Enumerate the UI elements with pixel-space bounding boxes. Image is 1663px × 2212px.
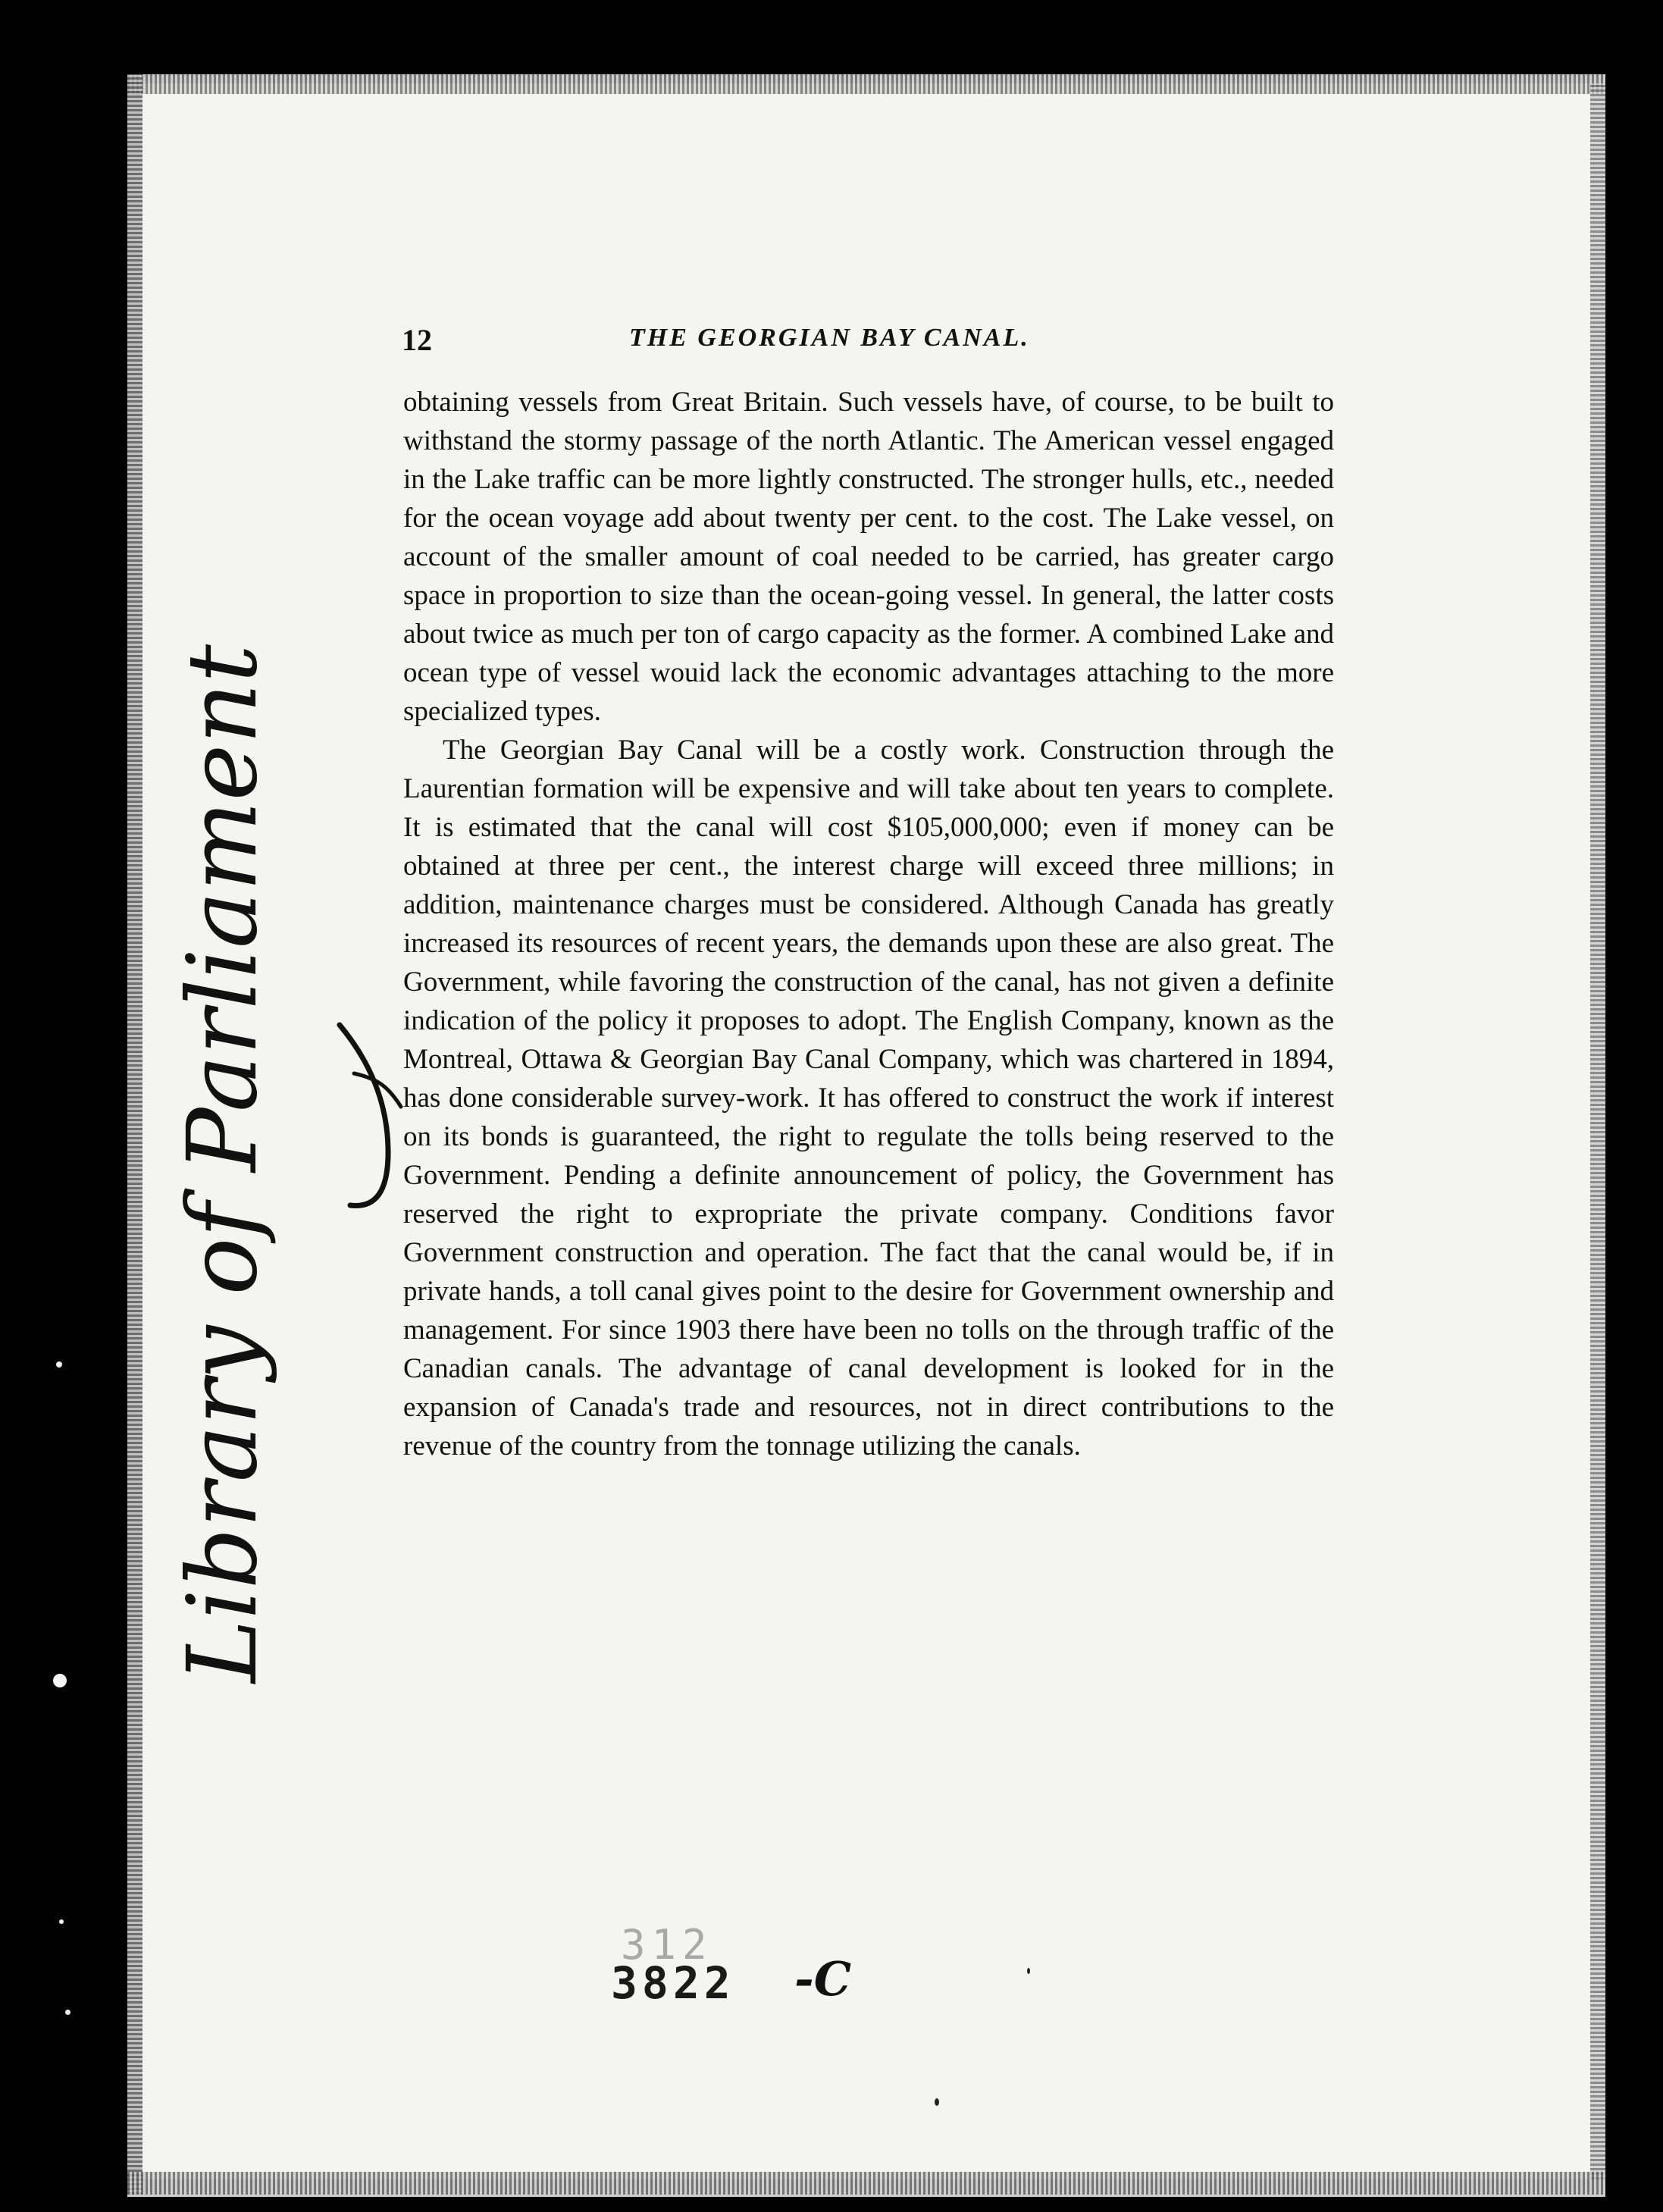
page-header: [402, 322, 1334, 360]
scan-speck: [59, 1919, 64, 1924]
scan-speck: [56, 1361, 62, 1368]
catalog-suffix: -C: [794, 1951, 852, 2007]
dark-speck: [1027, 1968, 1030, 1974]
binding-edge-top: [127, 74, 1605, 94]
body-text: [403, 383, 1334, 1465]
binding-edge-bottom: [127, 2172, 1605, 2195]
catalog-number: 3822: [611, 1957, 735, 2009]
dark-speck: [935, 2098, 939, 2106]
scan-speck: [65, 2010, 70, 2015]
binding-edge-left: [127, 74, 142, 2195]
page-number: 12: [402, 323, 432, 357]
margin-signature-text: Library of Parliament: [167, 644, 278, 1683]
margin-handwritten-mark: [318, 993, 470, 1220]
bottom-stamp: [611, 1921, 891, 2047]
paragraph-2: The Georgian Bay Canal will be a costly work. Construction through the Laurentian formation will be expensive and will take about ten years to complete. It is estimated that the canal will cost $105,000,000; even if money can be obtained at three per cent., the interest charge will exceed three millions; in addition, maintenance charges must be considered. Although Canada has greatly increased its resources of recent years, the demands upon these are also great. The Government, while favoring the construction of the canal, has not given a definite indication of the policy it proposes to adopt. The English Company, known as the Montreal, Ottawa & Georgian Bay Canal Company, which was chartered in 1894, has done considerable survey-work. It has offered to construct the work if interest on its bonds is guaranteed, the right to regulate the tolls being reserved to the Government. Pending a definite announcement of policy, the Government has reserved the right to expropriate the private company. Conditions favor Government construction and operation. The fact that the canal would be, if in private hands, a toll canal gives point to the desire for Government ownership and management. For since 1903 there have been no tolls on the through traffic of the Canadian canals. The advantage of canal development is looked for in the expansion of Canada's trade and resources, not in direct contributions to the revenue of the country from the tonnage utilizing the canals.: [403, 735, 1334, 1462]
running-title: THE GEORGIAN BAY CANAL.: [629, 324, 1030, 352]
faint-catalog-number: 312: [621, 1921, 713, 1969]
scan-speck: [53, 1674, 67, 1687]
binding-edge-right: [1590, 83, 1605, 2179]
paragraph-1: obtaining vessels from Great Britain. Such vessels have, of course, to be built to withstand the stormy passage of the north Atlantic. The American vessel engaged in the Lake traffic can be more lightly constructed. The stronger hulls, etc., needed for the ocean voyage add about twenty per cent. to the cost. The Lake vessel, on account of the smaller amount of coal needed to be carried, has greater cargo space in proportion to size than the ocean-going vessel. In general, the latter costs about twice as much per ton of cargo capacity as the former. A combined Lake and ocean type of vessel wouid lack the economic advantages attaching to the more specialized types.: [403, 387, 1334, 727]
